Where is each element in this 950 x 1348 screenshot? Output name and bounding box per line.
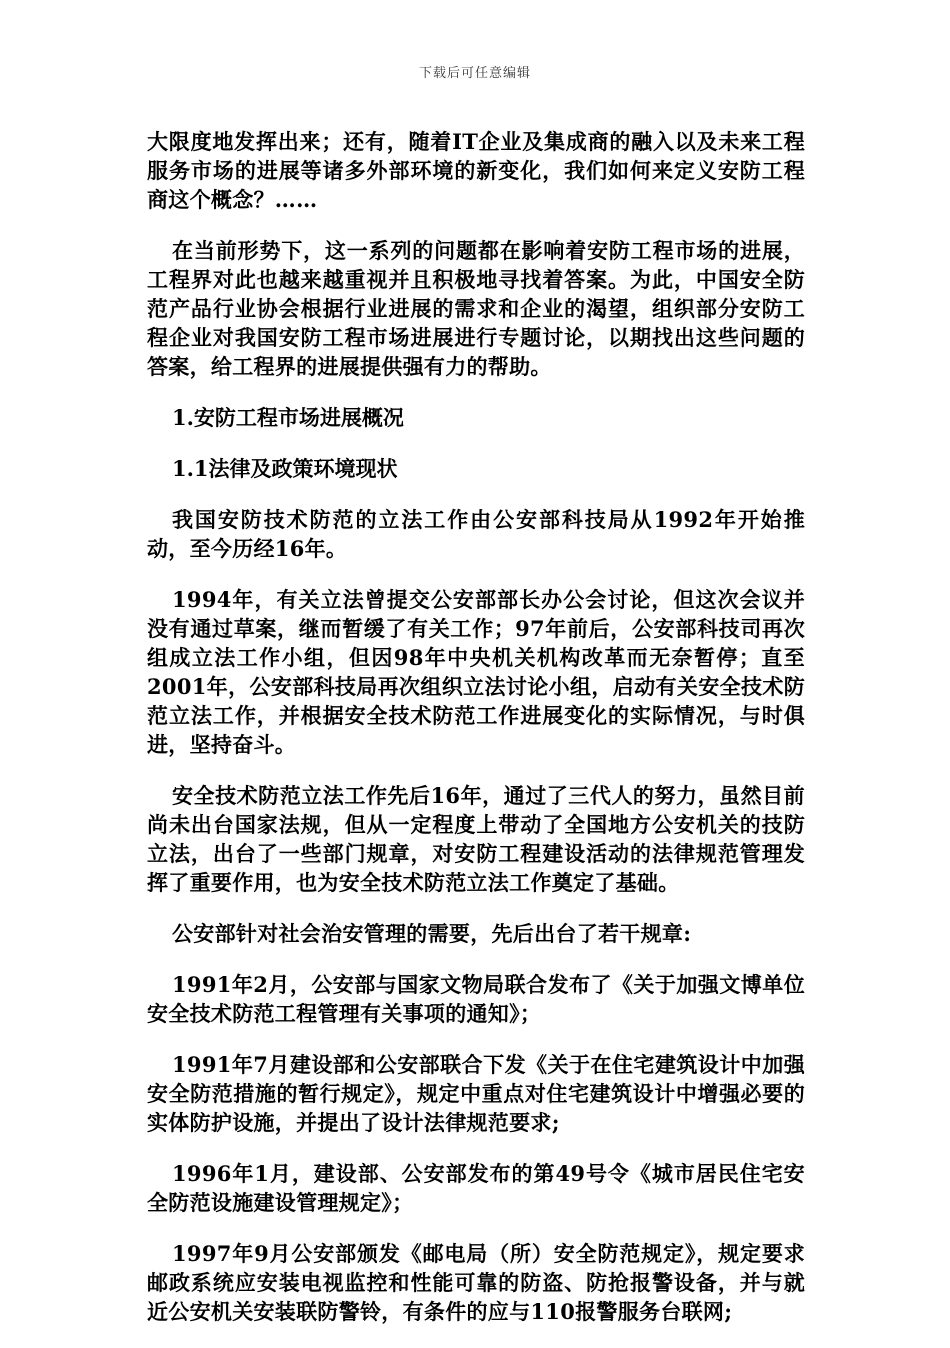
paragraph-regulation-1996: 1996年1月，建设部、公安部发布的第49号令《城市居民住宅安全防范设施建设管理规定》； — [147, 1161, 805, 1215]
paragraph-legislation-history: 1994年，有关立法曾提交公安部部长办公会讨论，但这次会议并没有通过草案，继而暂缓了有关工作；97年前后，公安部科技司再次组成立法工作小组，但因98年中央机关机构改革而无奈暂停；直至2001年，公安部科技局再次组织立法讨论小组，启动有关安全技术防范立法工作，并根据安全技术防范工作进展变化的实际情况，与时俱进，坚持奋斗。 — [147, 587, 805, 757]
section-heading-1-1: 1.1法律及政策环境现状 — [172, 456, 398, 481]
paragraph-regulation-1991-feb: 1991年2月，公安部与国家文物局联合发布了《关于加强文博单位安全技术防范工程管理有关事项的通知》； — [147, 972, 805, 1026]
paragraph-continuation: 大限度地发挥出来；还有，随着IT企业及集成商的融入以及未来工程服务市场的进展等诸多外部环境的新变化，我们如何来定义安防工程商这个概念？…… — [147, 129, 805, 212]
paragraph-legislation-effect: 安全技术防范立法工作先后16年，通过了三代人的努力，虽然目前尚未出台国家法规，但从一定程度上带动了全国地方公安机关的技防立法，出台了一些部门规章，对安防工程建设活动的法律规范管理发挥了重要作用，也为安全技术防范立法工作奠定了基础。 — [147, 783, 805, 895]
document-body — [147, 127, 805, 1348]
paragraph-regulation-1991-jul: 1991年7月建设部和公安部联合下发《关于在住宅建筑设计中加强安全防范措施的暂行规定》，规定中重点对住宅建筑设计中增强必要的实体防护设施，并提出了设计法律规范要求; — [147, 1052, 805, 1135]
section-heading-1: 1.安防工程市场进展概况 — [172, 405, 404, 430]
paragraph-regulation-1997: 1997年9月公安部颁发《邮电局（所）安全防范规定》，规定要求邮政系统应安装电视监控和性能可靠的防盗、防抢报警设备，并与就近公安机关安装联防警铃，有条件的应与110报警服务台联网; — [147, 1241, 805, 1324]
paragraph-regulations-intro: 公安部针对社会治安管理的需要，先后出台了若干规章: — [172, 921, 692, 946]
page-header: 下载后可任意编辑 — [418, 66, 531, 81]
paragraph-current-situation: 在当前形势下，这一系列的问题都在影响着安防工程市场的进展，工程界对此也越来越重视并且积极地寻找着答案。为此，中国安全防范产品行业协会根据行业进展的需求和企业的渴望，组织部分安防工程企业对我国安防工程市场进展进行专题讨论，以期找出这些问题的答案，给工程界的进展提供强有力的帮助。 — [147, 238, 805, 379]
paragraph-legislation-start: 我国安防技术防范的立法工作由公安部科技局从1992年开始推动，至今历经16年。 — [147, 507, 805, 561]
